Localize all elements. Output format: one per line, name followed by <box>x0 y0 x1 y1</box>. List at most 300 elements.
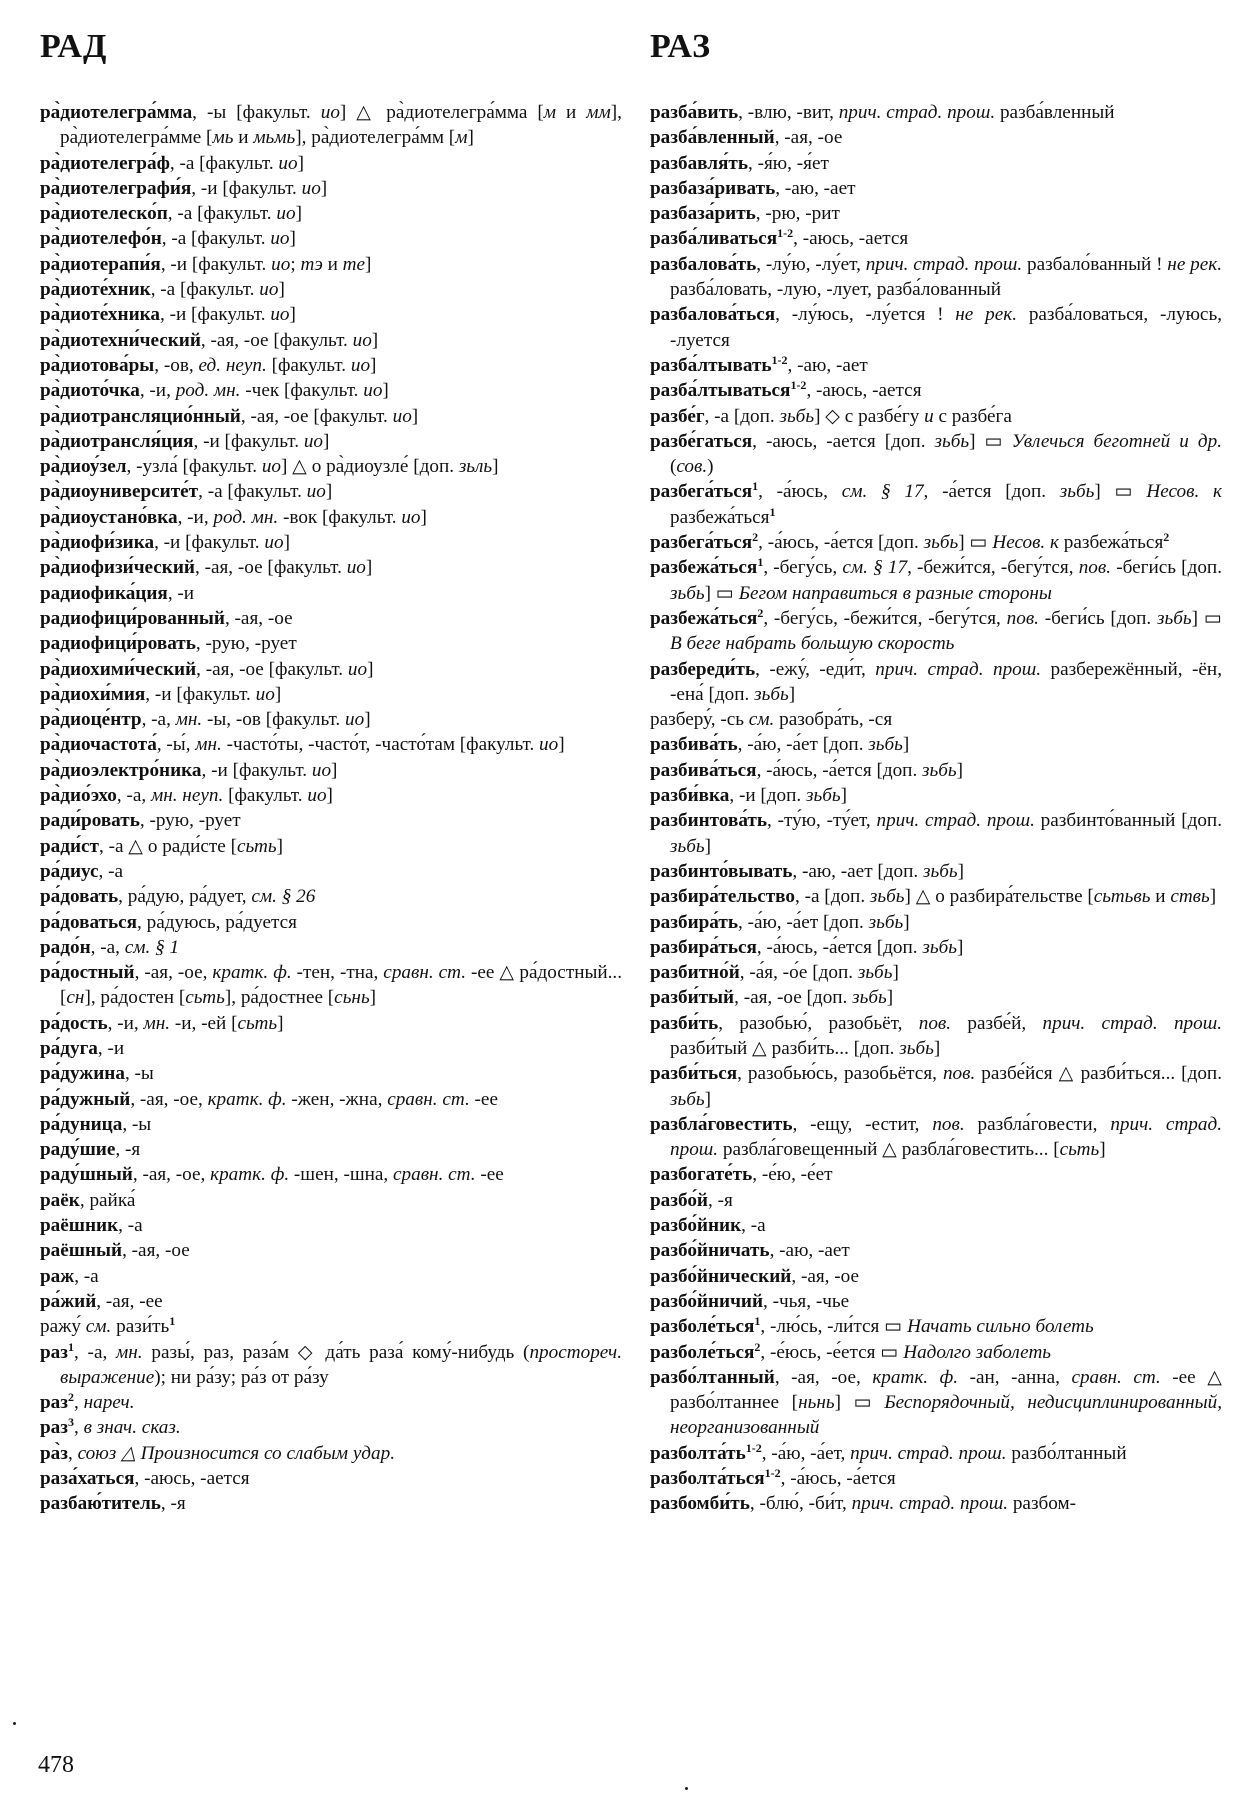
dictionary-entry <box>650 1466 1222 1491</box>
entry-text: , -ая, -ое, <box>130 1088 208 1110</box>
grammar-label: сравн. ст. <box>393 1164 476 1186</box>
dictionary-entry <box>40 378 622 403</box>
entry-text: ] <box>933 1037 941 1059</box>
grammar-label: зьль <box>458 456 493 478</box>
dictionary-entry <box>650 226 1222 251</box>
grammar-label: сравн. ст. <box>387 1088 470 1110</box>
grammar-label: зьбь <box>868 911 904 933</box>
entry-text: ] <box>369 987 377 1009</box>
headword: раз <box>40 1341 68 1363</box>
entry-text: разби́тый △ разби́ть... [доп. <box>670 1037 900 1059</box>
dictionary-entry <box>650 783 1222 808</box>
headword: разбега́ться <box>650 532 753 554</box>
entry-text: ] <box>558 734 565 756</box>
headword: разба́вленный <box>650 127 775 149</box>
scan-speck <box>13 1722 16 1725</box>
entry-text: , -ая, -ое <box>791 1265 859 1287</box>
entry-text: ] ▭ <box>1191 607 1222 629</box>
dictionary-entry <box>650 808 1222 859</box>
dictionary-entry <box>650 302 1222 353</box>
dictionary-entry <box>650 910 1222 935</box>
entry-text: , -ы [факульт. <box>192 102 321 123</box>
entry-text: , -а́я, -о́е [доп. <box>739 962 858 984</box>
headword: разбла́говестить <box>650 1113 793 1135</box>
headword: ра̀диочастота́ <box>40 734 157 756</box>
grammar-label: сьть <box>237 1012 278 1034</box>
entry-text: , -а [факульт. <box>198 481 307 503</box>
entry-text: ] <box>331 759 338 781</box>
grammar-label: зьбь <box>852 987 887 1009</box>
entry-text: ] <box>956 936 964 958</box>
entry-text: , -ая, -ое, <box>134 962 213 984</box>
entry-text: , -и [факульт. <box>154 532 265 554</box>
entry-text: ] ▭ <box>834 1392 885 1414</box>
entry-text: , -ая, -ое <box>224 607 293 629</box>
entry-text: ] <box>289 228 296 250</box>
grammar-label: ио <box>270 228 290 250</box>
dictionary-entry <box>650 404 1222 429</box>
entry-text: -чек [факульт. <box>240 380 364 402</box>
homonym-index: 1-2 <box>745 1440 762 1455</box>
entry-text: ) <box>707 456 714 478</box>
entry-text: , -блю́, -би́т, <box>749 1493 852 1515</box>
grammar-label: зьбь <box>922 759 957 781</box>
grammar-label: ио <box>320 102 340 123</box>
dictionary-entry <box>40 1112 622 1137</box>
headword: разбо́йничий <box>650 1290 764 1312</box>
entry-text: ] <box>297 152 304 174</box>
headword: разба́лтывать <box>650 354 772 376</box>
entry-text: , -ы́, <box>156 734 196 756</box>
entry-text: разба́ловать, -лую, -лует, разба́лованный <box>670 279 1002 301</box>
entry-text: , -а́ю, -а́ет [доп. <box>737 911 869 933</box>
headword: ра́дужина <box>40 1063 125 1085</box>
entry-text: , -ая, -ое [факульт. <box>200 329 353 351</box>
dictionary-entry <box>40 404 622 429</box>
dictionary-entry <box>650 1314 1222 1339</box>
entry-text: , -аюсь, -ается <box>806 380 922 402</box>
headword: разбитно́й <box>650 962 740 984</box>
entry-text: ] <box>903 911 910 933</box>
dictionary-entry <box>650 606 1222 657</box>
running-head-right: РАЗ <box>650 28 712 65</box>
grammar-label: ио <box>270 304 290 326</box>
entry-text: ], ра́достнее [ <box>224 987 335 1009</box>
homonym-index: 2 <box>757 605 764 620</box>
grammar-label: род. мн. <box>175 380 241 402</box>
entry-text: -ее △ ра́достный... [ <box>60 962 623 1009</box>
dictionary-entry <box>40 429 622 454</box>
entry-text: ] ▭ <box>704 582 739 604</box>
grammar-label: мн. <box>175 709 203 731</box>
grammar-label: кратк. ф. <box>207 1088 287 1110</box>
headword: разбалова́ться <box>650 304 776 326</box>
grammar-label: см. <box>85 1316 112 1338</box>
grammar-label: мн. <box>195 734 222 756</box>
headword: ра̀диофи́зика <box>40 532 155 554</box>
dictionary-entry <box>40 657 622 682</box>
entry-text: , -а [факульт. <box>161 228 271 250</box>
entry-text: , -аюсь, -ается [доп. <box>752 430 935 452</box>
headword: раз <box>40 1392 68 1414</box>
entry-text: разбе́йся △ разби́ться... [доп. <box>975 1063 1222 1085</box>
left-column <box>40 100 622 1517</box>
grammar-label: прич. страд. прош. <box>876 810 1035 832</box>
entry-text: ] <box>492 456 499 478</box>
dictionary-entry <box>40 834 622 859</box>
grammar-label: см. <box>748 709 775 731</box>
grammar-label: зьбь <box>934 430 970 452</box>
entry-text: разберу́, -сь <box>650 709 749 731</box>
dictionary-entry <box>40 353 622 378</box>
dictionary-entry <box>650 1162 1222 1187</box>
grammar-label: ио <box>350 354 371 376</box>
entry-text: , -а [факульт. <box>167 203 277 225</box>
headword: разбе́гаться <box>650 430 753 452</box>
entry-text: ], ра̀диотелегра́мме [ <box>60 102 622 149</box>
dictionary-entry <box>650 530 1222 555</box>
dictionary-entry <box>650 100 1222 125</box>
grammar-label: см. § 26 <box>251 886 316 908</box>
entry-text: разбла́говести, <box>964 1113 1111 1135</box>
dictionary-entry <box>650 555 1222 606</box>
entry-text: ] <box>325 481 333 503</box>
grammar-label: ио <box>307 785 327 807</box>
grammar-label: зьбь <box>857 962 893 984</box>
headword: разбива́ть <box>650 734 738 756</box>
entry-text: , -и <box>167 582 195 604</box>
grammar-label: сравн. ст. <box>383 962 467 984</box>
entry-text: , -и, <box>139 380 176 402</box>
entry-text: , разобью́, разобьёт, <box>718 1012 919 1034</box>
grammar-label: сьть <box>1059 1139 1100 1161</box>
grammar-label: и <box>924 405 934 427</box>
dictionary-entry <box>40 884 622 909</box>
entry-text: ] <box>704 835 711 857</box>
entry-text: , -и [факульт. <box>191 177 302 199</box>
headword: разбо́йник <box>650 1215 742 1237</box>
entry-text: , -влю, -вит, <box>738 102 839 123</box>
headword: ра́довать <box>40 886 119 908</box>
dictionary-entry <box>40 1491 622 1516</box>
grammar-label: сьть <box>236 835 277 857</box>
grammar-label: Бегом направиться в разные стороны <box>738 582 1052 604</box>
entry-text: , разобью́сь, разобьётся, <box>737 1063 943 1085</box>
entry-text: разы́, раз, раза́м ◇ да́ть раза́ кому́-нибудь ( <box>142 1341 530 1363</box>
entry-text: , -а́юсь, -а́ется <box>780 1468 896 1490</box>
dictionary-entry <box>40 479 622 504</box>
entry-text: ; <box>290 253 301 275</box>
entry-text: , -ы <box>124 1063 154 1085</box>
headword: разбогате́ть <box>650 1164 753 1186</box>
grammar-label: ио <box>276 203 296 225</box>
entry-text: , -я <box>160 1493 186 1515</box>
entry-text: , -а́юсь, -а́ется [доп. <box>756 936 923 958</box>
entry-text: ] <box>1099 1139 1106 1161</box>
headword: разбавля́ть <box>650 152 748 174</box>
entry-text: рази́ть <box>111 1316 170 1338</box>
grammar-label: зьбь <box>670 1088 705 1110</box>
entry-text: ] <box>295 203 302 225</box>
dictionary-entry <box>40 1415 622 1440</box>
dictionary-entry <box>650 985 1222 1010</box>
headword: ра́дуга <box>40 1037 98 1059</box>
homonym-index: 1 <box>169 1314 176 1329</box>
headword: ра̀диотерапи́я <box>40 253 161 275</box>
entry-text: разбо́лтанный <box>1006 1442 1127 1464</box>
entry-text: ( <box>670 456 677 478</box>
headword: ра̀диохими́ческий <box>40 658 197 680</box>
headword: разболта́ть <box>650 1442 746 1464</box>
dictionary-entry <box>40 1036 622 1061</box>
grammar-label: пов. <box>942 1063 976 1085</box>
entry-text: , -а́ю, -а́ет [доп. <box>737 734 869 756</box>
homonym-index: 1-2 <box>764 1466 781 1481</box>
grammar-label: не рек. <box>1167 253 1223 275</box>
entry-text: разбом- <box>1008 1493 1077 1515</box>
grammar-label: зьбь <box>670 835 705 857</box>
entry-text: разбинто́ванный [доп. <box>1034 810 1223 832</box>
entry-text: ] <box>365 557 373 579</box>
dictionary-entry <box>650 1289 1222 1314</box>
dictionary-entry <box>40 960 622 1011</box>
entry-text: ] <box>420 506 427 528</box>
dictionary-entry <box>40 707 622 732</box>
entry-text: , ра́дуюсь, ра́дуется <box>137 911 297 933</box>
entry-text: , -рую, -рует <box>195 633 297 655</box>
entry-text: , -ов, <box>154 354 199 376</box>
grammar-label: см. § 1 <box>124 936 180 958</box>
grammar-label: пов. <box>918 1012 952 1034</box>
grammar-label: прич. страд. прош. <box>670 1113 1222 1161</box>
entry-text: , -а́ю, -а́ет, <box>761 1442 851 1464</box>
entry-text: ] <box>886 987 894 1009</box>
entry-text: , -и [факульт. <box>160 304 271 326</box>
entry-text: -ан, -анна, <box>958 1366 1072 1388</box>
grammar-label: В беге набрать большую скорость <box>670 633 955 655</box>
dictionary-entry <box>40 454 622 479</box>
entry-text: -беги́сь [доп. <box>1111 557 1222 579</box>
entry-text: ражу́ <box>40 1316 86 1338</box>
entry-text: , -а [доп. <box>704 405 780 427</box>
headword: разбе́г <box>650 405 705 427</box>
entry-text: , -а <box>741 1215 766 1237</box>
entry-text: , -аюсь, -ается <box>793 228 909 250</box>
scan-speck <box>685 1787 688 1790</box>
grammar-label: ио <box>264 532 284 554</box>
headword: разбива́ться <box>650 759 757 781</box>
entry-text: ], ра́достен [ <box>84 987 186 1009</box>
dictionary-entry <box>650 176 1222 201</box>
grammar-label: прич. страд. прош. <box>875 658 1042 680</box>
entry-text: ] <box>365 253 372 275</box>
grammar-label: зьбь <box>922 936 957 958</box>
dictionary-entry <box>650 1213 1222 1238</box>
entry-text: с разбе́га <box>933 405 1012 427</box>
dictionary-entry <box>40 505 622 530</box>
dictionary-entry <box>40 606 622 631</box>
headword: ра̀диотрансляцио́нный <box>40 405 241 427</box>
entry-text: , -узла́ [факульт. <box>126 456 262 478</box>
entry-text: ); ни ра́зу; ра́з от ра́зу <box>154 1366 329 1388</box>
dictionary-entry <box>40 555 622 580</box>
dictionary-entry <box>40 530 622 555</box>
entry-text: , -лю́сь, -ли́тся ▭ <box>760 1316 908 1338</box>
entry-text: , -а [факульт. <box>150 279 260 301</box>
headword: разби́тый <box>650 987 735 1009</box>
headword: раду́шный <box>40 1164 133 1186</box>
dictionary-entry <box>40 226 622 251</box>
dictionary-entry <box>40 1340 622 1391</box>
grammar-label: Несов. к <box>992 532 1059 554</box>
entry-text: , -ая, -ое [факульт. <box>196 658 348 680</box>
dictionary-entry <box>650 151 1222 176</box>
headword: разбереди́ть <box>650 658 756 680</box>
grammar-label: союз △ Произносится со слабым удар. <box>77 1442 395 1464</box>
grammar-label: сьнь <box>334 987 370 1009</box>
grammar-label: тэ <box>300 253 323 275</box>
page-number: 478 <box>38 1752 74 1778</box>
entry-text: , -и [доп. <box>729 785 807 807</box>
entry-text: , -е́юсь, -е́ется ▭ <box>760 1341 904 1363</box>
headword: ра̀диоустано́вка <box>40 506 178 528</box>
dictionary-entry <box>40 302 622 327</box>
headword: разби́ться <box>650 1063 738 1085</box>
grammar-label: мн. <box>116 1341 143 1363</box>
grammar-label: ио <box>303 430 324 452</box>
headword: разболе́ться <box>650 1316 755 1338</box>
headword: разби́ть <box>650 1012 719 1034</box>
entry-text: [факульт. <box>223 785 308 807</box>
entry-text: , -а [доп. <box>795 886 870 908</box>
entry-text: ] <box>367 658 374 680</box>
dictionary-entry <box>40 1441 622 1466</box>
headword: раёшник <box>40 1215 119 1237</box>
grammar-label: см. § 17 <box>842 557 908 579</box>
dictionary-entry <box>650 1238 1222 1263</box>
grammar-label: ио <box>311 759 332 781</box>
grammar-label: м <box>455 127 468 149</box>
headword: радо́н <box>40 936 91 958</box>
grammar-label: зьбь <box>923 532 959 554</box>
headword: разбо́й <box>650 1189 708 1211</box>
headword: ра̀диотелеграфи́я <box>40 177 192 199</box>
entry-text: , -ая, -ое <box>774 127 843 149</box>
entry-text: ] <box>364 709 371 731</box>
grammar-label: ньнь <box>798 1392 835 1414</box>
entry-text: -и, -ей [ <box>170 1012 238 1034</box>
headword: разба́ливаться <box>650 228 778 250</box>
dictionary-entry <box>650 1491 1222 1516</box>
headword: разбинтова́ть <box>650 810 767 832</box>
entry-text: , -аю, -ает <box>769 1240 850 1262</box>
headword: разбаза́рить <box>650 203 756 225</box>
dictionary-entry <box>40 201 622 226</box>
grammar-label: зьбь <box>868 734 903 756</box>
grammar-label: зьбь <box>779 405 815 427</box>
grammar-label: мь <box>212 127 234 149</box>
entry-text: , -аю, -ает <box>775 177 856 199</box>
grammar-label: см. § 17 <box>841 481 924 503</box>
entry-text: ], ра̀диотелегра́мм [ <box>295 127 456 149</box>
headword: разбежа́ться <box>650 607 758 629</box>
entry-text: , -а <box>74 1265 99 1287</box>
headword: раза́хаться <box>40 1468 135 1490</box>
entry-text: , -ая, -ое, <box>132 1164 211 1186</box>
entry-text: , -ая, -ее <box>96 1290 163 1312</box>
headword: ра́дуница <box>40 1113 123 1135</box>
headword: ра̀диотелегра́мма <box>40 102 193 123</box>
grammar-label: пов. <box>1078 557 1112 579</box>
entry-text: , -ая, -ое [доп. <box>734 987 853 1009</box>
entry-text: , -е́ю, -е́ет <box>752 1164 833 1186</box>
headword: ра̀диотехни́ческий <box>40 329 201 351</box>
entry-text: ] <box>957 860 964 882</box>
entry-text: , -и, <box>107 1012 144 1034</box>
homonym-index: 1-2 <box>771 352 788 367</box>
headword: ра̀диоте́хника <box>40 304 160 326</box>
entry-text: [факульт. <box>266 354 351 376</box>
homonym-index: 1 <box>757 555 764 570</box>
grammar-label: ио <box>259 279 279 301</box>
entry-text: ] <box>1209 886 1217 908</box>
grammar-label: кратк. ф. <box>212 962 292 984</box>
entry-text: ] <box>902 734 910 756</box>
entry-text: -часто́ты, -часто́т, -часто́там [факульт. <box>221 734 540 756</box>
dictionary-entry <box>40 1137 622 1162</box>
grammar-label: ед. неуп. <box>198 354 267 376</box>
grammar-label: ио <box>363 380 383 402</box>
entry-text: и <box>1150 886 1171 908</box>
grammar-label: ио <box>347 658 368 680</box>
headword: ра̀диоу́зел <box>40 456 127 478</box>
homonym-index: 1-2 <box>777 226 794 241</box>
headword: раёшный <box>40 1240 123 1262</box>
headword: разбежа́ться <box>650 557 758 579</box>
headword: ра́доваться <box>40 911 138 933</box>
entry-text: , -а́юсь, <box>758 481 842 503</box>
entry-text: , -рую, -рует <box>139 810 241 832</box>
grammar-label: ио <box>345 709 365 731</box>
entry-text: ] △ о ра̀диоузле́ [доп. <box>281 456 459 478</box>
entry-text: -беги́сь [доп. <box>1038 607 1158 629</box>
homonym-index: 1 <box>754 1314 761 1329</box>
entry-text: -ее <box>469 1088 498 1110</box>
entry-text: , -а́юсь, -а́ется [доп. <box>758 532 924 554</box>
homonym-index: 2 <box>67 1390 74 1405</box>
dictionary-entry <box>650 732 1222 757</box>
homonym-index: 2 <box>752 530 759 545</box>
dictionary-entry <box>650 657 1222 708</box>
headword: разбо́йнический <box>650 1265 792 1287</box>
headword: разбаза́ривать <box>650 177 776 199</box>
headword: разбинто́вывать <box>650 860 793 882</box>
entry-text: ] <box>276 835 283 857</box>
dictionary-entry <box>40 935 622 960</box>
entry-text: , -а <box>118 1215 143 1237</box>
grammar-label: Увлечься беготней и др. <box>1011 430 1222 452</box>
entry-text: разбе́й, <box>951 1012 1043 1034</box>
entry-text: ] <box>371 329 379 351</box>
entry-text: ] <box>323 430 330 452</box>
dictionary-entry <box>650 960 1222 985</box>
dictionary-entry <box>40 1238 622 1263</box>
grammar-label: нареч. <box>83 1392 135 1414</box>
entry-text: -жен, -жна, <box>286 1088 388 1110</box>
entry-text: ] △ ра̀диотелегра́мма [ <box>339 102 544 123</box>
headword: ра̀диотелефо́н <box>40 228 162 250</box>
entry-text: , -ая, -ое <box>122 1240 190 1262</box>
